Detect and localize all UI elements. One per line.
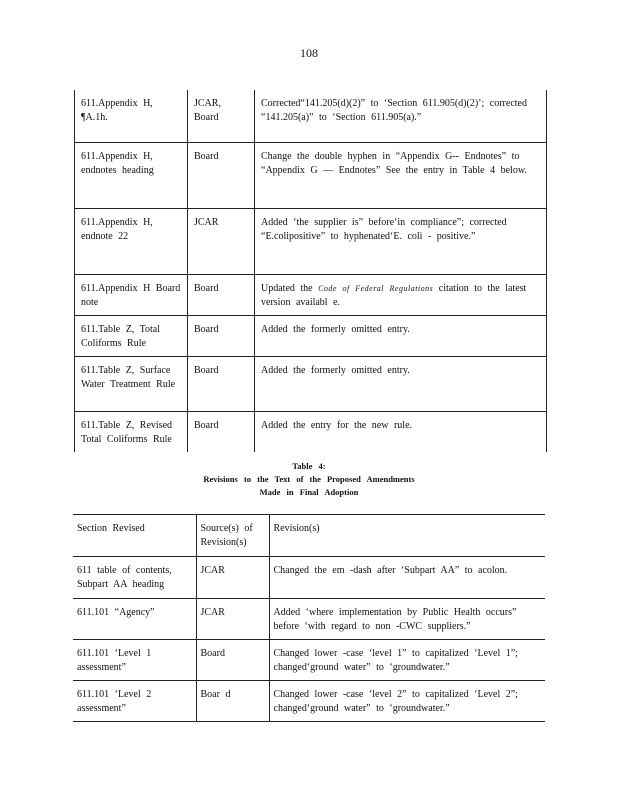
- source-cell: JCAR: [196, 599, 269, 640]
- caption-line: Table 4:: [292, 461, 326, 471]
- table-row: [75, 142, 547, 208]
- revision-cell: Changed lower -case ‘level 2” to capitalized ‘Level 2”; changed‘ground water” to ‘groundwater.”: [269, 681, 545, 722]
- source-cell: Board: [188, 274, 255, 315]
- table-row: [75, 208, 547, 274]
- revision-text: Updated the: [261, 282, 319, 294]
- revision-cell: Added the entry for the new rule.: [255, 411, 547, 452]
- source-cell: JCAR: [188, 208, 255, 274]
- page-number: 108: [300, 46, 318, 60]
- section-cell: 611.Appendix H, endnote 22: [75, 208, 188, 274]
- header-source: Source(s) of Revision(s): [196, 515, 269, 557]
- caption-line: Made in Final Adoption: [259, 487, 359, 497]
- revision-cell: Added ‘the supplier is” before‘in compliance”; corrected “E.colipositive” to hyphenated‘E. coli - positive.”: [255, 208, 547, 274]
- table-row: [75, 274, 547, 315]
- source-cell: Boar d: [196, 681, 269, 722]
- source-cell: Board: [188, 142, 255, 208]
- source-cell: Board: [188, 356, 255, 411]
- revision-cell: Change the double hyphen in “Appendix G-- Endnotes” to “Appendix G — Endnotes” See the entry in Table 4 below.: [255, 142, 547, 208]
- revision-cell: Added ‘where implementation by Public Health occurs” before ‘with regard to non -CWC suppliers.”: [269, 599, 545, 640]
- revisions-table-continued: [74, 90, 547, 452]
- header-section: Section Revised: [73, 515, 196, 557]
- section-cell: 611.Table Z, Total Coliforms Rule: [75, 315, 188, 356]
- revision-cell: Changed lower -case ‘level 1” to capitalized ‘Level 1”; changed‘ground water” to ‘groundwater.”: [269, 640, 545, 681]
- table-header-row: [73, 515, 545, 557]
- table-row: [75, 356, 547, 411]
- table-row: [75, 411, 547, 452]
- source-cell: JCAR, Board: [188, 90, 255, 142]
- revision-text: citation to the latest version availabl e.: [261, 282, 527, 308]
- revision-cell: Added the formerly omitted entry.: [255, 315, 547, 356]
- table-caption: [0, 460, 618, 499]
- revision-cell: [255, 274, 547, 315]
- table-row: [73, 557, 545, 599]
- section-cell: 611.101 ‘Level 1 assessment”: [73, 640, 196, 681]
- table-row: [73, 681, 545, 722]
- source-cell: Board: [188, 411, 255, 452]
- source-cell: Board: [196, 640, 269, 681]
- table-row: [73, 640, 545, 681]
- section-cell: 611.Appendix H Board note: [75, 274, 188, 315]
- section-cell: 611.101 ‘Level 2 assessment”: [73, 681, 196, 722]
- section-cell: 611.Table Z, Surface Water Treatment Rule: [75, 356, 188, 411]
- source-cell: JCAR: [196, 557, 269, 599]
- section-cell: 611.Table Z, Revised Total Coliforms Rule: [75, 411, 188, 452]
- section-cell: 611.Appendix H, ¶A.1h.: [75, 90, 188, 142]
- revisions-table-4: [73, 514, 545, 722]
- section-cell: 611.Appendix H, endnotes heading: [75, 142, 188, 208]
- revision-cell: Corrected“141.205(d)(2)” to ‘Section 611.905(d)(2)’; corrected “141.205(a)” to ‘Section 611.905(a).”: [255, 90, 547, 142]
- table-row: [75, 315, 547, 356]
- section-cell: 611 table of contents, Subpart AA heading: [73, 557, 196, 599]
- header-revision: Revision(s): [269, 515, 545, 557]
- cfr-title: Code of Federal Regulations: [318, 283, 434, 293]
- caption-line: Revisions to the Text of the Proposed Amendments: [203, 474, 415, 484]
- section-cell: 611.101 “Agency”: [73, 599, 196, 640]
- table-row: [75, 90, 547, 142]
- table-row: [73, 599, 545, 640]
- revision-cell: Changed the em -dash after ‘Subpart AA” to acolon.: [269, 557, 545, 599]
- source-cell: Board: [188, 315, 255, 356]
- revision-cell: Added the formerly omitted entry.: [255, 356, 547, 411]
